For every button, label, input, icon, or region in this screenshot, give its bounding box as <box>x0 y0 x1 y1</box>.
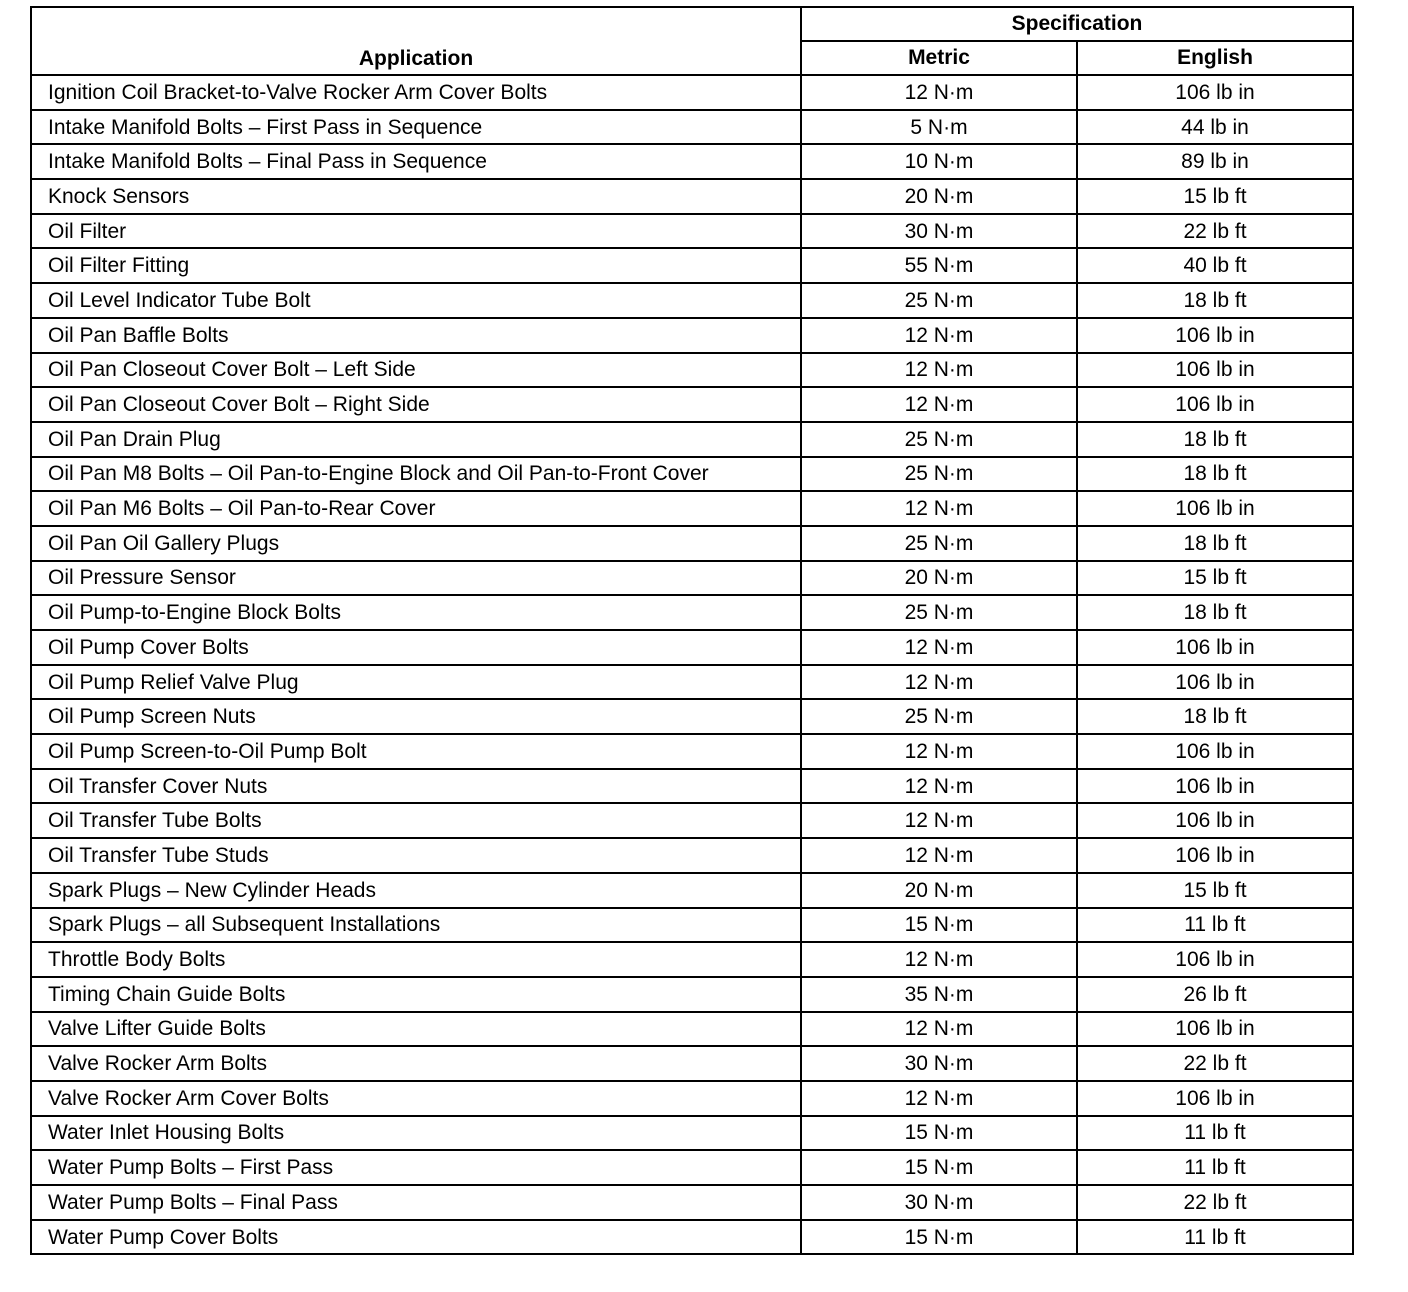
application-header: Application <box>31 7 801 75</box>
application-cell: Oil Transfer Tube Studs <box>31 838 801 873</box>
application-cell: Throttle Body Bolts <box>31 942 801 977</box>
metric-cell: 12 N·m <box>801 387 1077 422</box>
table-row <box>31 457 1353 492</box>
english-cell: 106 lb in <box>1077 838 1353 873</box>
metric-cell: 30 N·m <box>801 1185 1077 1220</box>
application-cell: Intake Manifold Bolts – Final Pass in Sequence <box>31 144 801 179</box>
application-cell: Spark Plugs – all Subsequent Installations <box>31 908 801 943</box>
table-row <box>31 1220 1353 1255</box>
metric-cell: 15 N·m <box>801 1220 1077 1255</box>
metric-cell: 25 N·m <box>801 699 1077 734</box>
english-cell: 11 lb ft <box>1077 1220 1353 1255</box>
application-cell: Knock Sensors <box>31 179 801 214</box>
metric-cell: 12 N·m <box>801 75 1077 110</box>
specification-header: Specification <box>801 7 1353 41</box>
metric-cell: 20 N·m <box>801 873 1077 908</box>
table-row <box>31 526 1353 561</box>
application-cell: Oil Pan Oil Gallery Plugs <box>31 526 801 561</box>
table-row <box>31 942 1353 977</box>
english-cell: 18 lb ft <box>1077 422 1353 457</box>
english-cell: 18 lb ft <box>1077 526 1353 561</box>
english-header: English <box>1077 41 1353 75</box>
table-row <box>31 769 1353 804</box>
metric-cell: 55 N·m <box>801 248 1077 283</box>
table-row <box>31 908 1353 943</box>
application-cell: Oil Pump Screen Nuts <box>31 699 801 734</box>
table-row <box>31 144 1353 179</box>
english-cell: 15 lb ft <box>1077 179 1353 214</box>
torque-spec-table-container <box>30 6 1352 1255</box>
english-cell: 22 lb ft <box>1077 1046 1353 1081</box>
table-row <box>31 1150 1353 1185</box>
english-cell: 106 lb in <box>1077 1081 1353 1116</box>
table-row <box>31 214 1353 249</box>
application-cell: Oil Pan Drain Plug <box>31 422 801 457</box>
english-cell: 106 lb in <box>1077 75 1353 110</box>
table-row <box>31 248 1353 283</box>
application-cell: Spark Plugs – New Cylinder Heads <box>31 873 801 908</box>
table-row <box>31 734 1353 769</box>
english-cell: 89 lb in <box>1077 144 1353 179</box>
metric-cell: 12 N·m <box>801 665 1077 700</box>
english-cell: 18 lb ft <box>1077 699 1353 734</box>
english-cell: 106 lb in <box>1077 769 1353 804</box>
table-row <box>31 491 1353 526</box>
english-cell: 22 lb ft <box>1077 214 1353 249</box>
application-cell: Water Pump Cover Bolts <box>31 1220 801 1255</box>
metric-cell: 12 N·m <box>801 734 1077 769</box>
metric-cell: 12 N·m <box>801 630 1077 665</box>
table-row <box>31 353 1353 388</box>
english-cell: 11 lb ft <box>1077 908 1353 943</box>
metric-cell: 30 N·m <box>801 214 1077 249</box>
table-row <box>31 630 1353 665</box>
application-cell: Oil Pump Relief Valve Plug <box>31 665 801 700</box>
metric-cell: 10 N·m <box>801 144 1077 179</box>
english-cell: 22 lb ft <box>1077 1185 1353 1220</box>
metric-cell: 20 N·m <box>801 561 1077 596</box>
torque-spec-table <box>30 6 1354 1255</box>
table-row <box>31 422 1353 457</box>
english-cell: 106 lb in <box>1077 665 1353 700</box>
english-cell: 11 lb ft <box>1077 1116 1353 1151</box>
application-cell: Intake Manifold Bolts – First Pass in Sequence <box>31 110 801 145</box>
application-cell: Oil Filter Fitting <box>31 248 801 283</box>
table-row <box>31 665 1353 700</box>
table-row <box>31 1116 1353 1151</box>
application-cell: Oil Pan M8 Bolts – Oil Pan-to-Engine Block and Oil Pan-to-Front Cover <box>31 457 801 492</box>
english-cell: 106 lb in <box>1077 1012 1353 1047</box>
table-row <box>31 873 1353 908</box>
english-cell: 18 lb ft <box>1077 595 1353 630</box>
english-cell: 18 lb ft <box>1077 283 1353 318</box>
metric-cell: 12 N·m <box>801 838 1077 873</box>
metric-cell: 12 N·m <box>801 491 1077 526</box>
application-cell: Valve Rocker Arm Cover Bolts <box>31 1081 801 1116</box>
metric-cell: 30 N·m <box>801 1046 1077 1081</box>
application-cell: Oil Pump Cover Bolts <box>31 630 801 665</box>
english-cell: 106 lb in <box>1077 942 1353 977</box>
metric-cell: 35 N·m <box>801 977 1077 1012</box>
application-cell: Water Inlet Housing Bolts <box>31 1116 801 1151</box>
metric-cell: 25 N·m <box>801 457 1077 492</box>
table-header <box>31 7 1353 75</box>
table-row <box>31 318 1353 353</box>
metric-cell: 15 N·m <box>801 1116 1077 1151</box>
application-cell: Oil Pan Baffle Bolts <box>31 318 801 353</box>
english-cell: 106 lb in <box>1077 387 1353 422</box>
table-row <box>31 75 1353 110</box>
table-row <box>31 1081 1353 1116</box>
metric-cell: 15 N·m <box>801 1150 1077 1185</box>
table-row <box>31 595 1353 630</box>
application-cell: Water Pump Bolts – First Pass <box>31 1150 801 1185</box>
table-row <box>31 387 1353 422</box>
metric-cell: 25 N·m <box>801 422 1077 457</box>
application-cell: Valve Lifter Guide Bolts <box>31 1012 801 1047</box>
metric-cell: 12 N·m <box>801 318 1077 353</box>
metric-cell: 25 N·m <box>801 283 1077 318</box>
english-cell: 11 lb ft <box>1077 1150 1353 1185</box>
application-cell: Oil Transfer Cover Nuts <box>31 769 801 804</box>
table-row <box>31 977 1353 1012</box>
application-cell: Timing Chain Guide Bolts <box>31 977 801 1012</box>
english-cell: 106 lb in <box>1077 318 1353 353</box>
metric-cell: 25 N·m <box>801 595 1077 630</box>
application-cell: Oil Pan M6 Bolts – Oil Pan-to-Rear Cover <box>31 491 801 526</box>
metric-cell: 15 N·m <box>801 908 1077 943</box>
metric-cell: 12 N·m <box>801 1081 1077 1116</box>
english-cell: 26 lb ft <box>1077 977 1353 1012</box>
english-cell: 18 lb ft <box>1077 457 1353 492</box>
metric-cell: 25 N·m <box>801 526 1077 561</box>
table-row <box>31 179 1353 214</box>
metric-cell: 20 N·m <box>801 179 1077 214</box>
table-row <box>31 1012 1353 1047</box>
table-body <box>31 75 1353 1254</box>
metric-cell: 12 N·m <box>801 353 1077 388</box>
english-cell: 106 lb in <box>1077 491 1353 526</box>
table-row <box>31 561 1353 596</box>
application-cell: Oil Transfer Tube Bolts <box>31 803 801 838</box>
table-row <box>31 803 1353 838</box>
application-cell: Oil Pan Closeout Cover Bolt – Right Side <box>31 387 801 422</box>
metric-cell: 12 N·m <box>801 769 1077 804</box>
english-cell: 106 lb in <box>1077 803 1353 838</box>
metric-cell: 12 N·m <box>801 942 1077 977</box>
metric-cell: 5 N·m <box>801 110 1077 145</box>
table-row <box>31 699 1353 734</box>
english-cell: 15 lb ft <box>1077 561 1353 596</box>
application-cell: Water Pump Bolts – Final Pass <box>31 1185 801 1220</box>
table-row <box>31 838 1353 873</box>
table-row <box>31 1185 1353 1220</box>
application-cell: Oil Pressure Sensor <box>31 561 801 596</box>
metric-header: Metric <box>801 41 1077 75</box>
header-row-top <box>31 7 1353 41</box>
application-cell: Valve Rocker Arm Bolts <box>31 1046 801 1081</box>
metric-cell: 12 N·m <box>801 1012 1077 1047</box>
application-cell: Oil Filter <box>31 214 801 249</box>
table-row <box>31 283 1353 318</box>
english-cell: 15 lb ft <box>1077 873 1353 908</box>
english-cell: 106 lb in <box>1077 630 1353 665</box>
table-row <box>31 1046 1353 1081</box>
application-cell: Oil Pump-to-Engine Block Bolts <box>31 595 801 630</box>
english-cell: 106 lb in <box>1077 734 1353 769</box>
english-cell: 40 lb ft <box>1077 248 1353 283</box>
application-cell: Oil Pan Closeout Cover Bolt – Left Side <box>31 353 801 388</box>
application-cell: Oil Pump Screen-to-Oil Pump Bolt <box>31 734 801 769</box>
english-cell: 106 lb in <box>1077 353 1353 388</box>
application-cell: Ignition Coil Bracket-to-Valve Rocker Arm Cover Bolts <box>31 75 801 110</box>
application-cell: Oil Level Indicator Tube Bolt <box>31 283 801 318</box>
metric-cell: 12 N·m <box>801 803 1077 838</box>
english-cell: 44 lb in <box>1077 110 1353 145</box>
table-row <box>31 110 1353 145</box>
